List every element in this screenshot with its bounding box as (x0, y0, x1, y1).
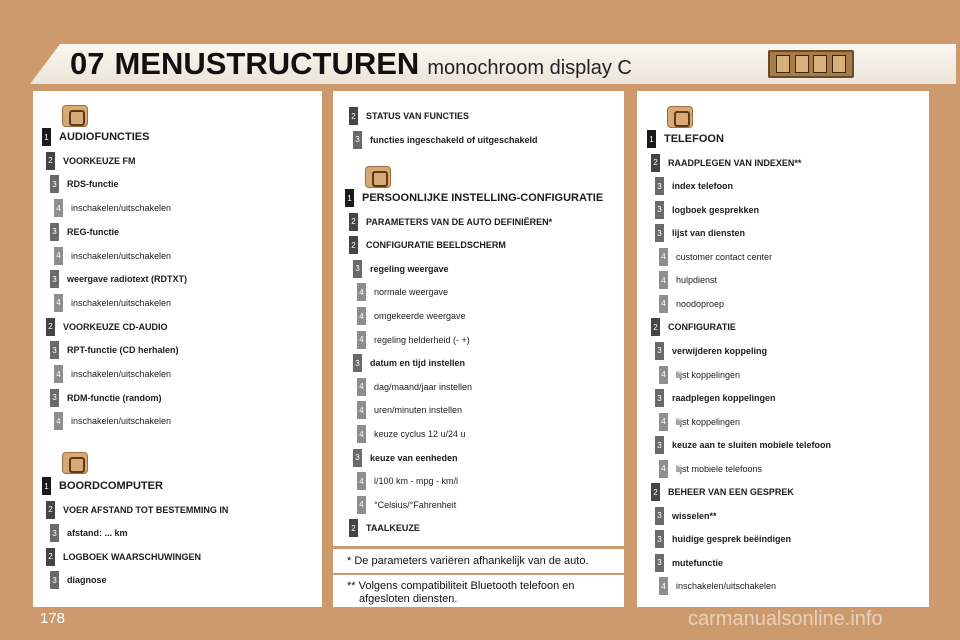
menu-item-label: mutefunctie (672, 557, 724, 568)
menu-item-label: RPT-functie (CD herhalen) (67, 345, 179, 356)
fuel-pump-icon (813, 55, 827, 73)
menu-item-label: CONFIGURATIE (668, 322, 736, 333)
menu-item (655, 506, 717, 526)
menu-item (349, 235, 506, 255)
menu-item (46, 547, 201, 567)
menu-item-label: hulpdienst (676, 275, 718, 286)
menu-item (357, 495, 456, 515)
level-badge: 4 (357, 331, 366, 349)
level-badge: 3 (50, 223, 59, 241)
menu-item (54, 198, 171, 218)
menu-item-label: RAADPLEGEN VAN INDEXEN** (668, 157, 802, 168)
menu-item-label: lijst koppelingen (676, 416, 741, 427)
menu-item (659, 459, 762, 479)
menu-item (651, 153, 801, 173)
menu-item-label: inschakelen/uitschakelen (676, 581, 777, 592)
level-badge: 4 (659, 577, 668, 595)
menu-item-label: inschakelen/uitschakelen (71, 416, 172, 427)
level-badge: 3 (50, 175, 59, 193)
level-badge: 3 (655, 436, 664, 454)
watermark: carmanualsonline.info (688, 608, 883, 630)
chapter-title: MENUSTRUCTUREN (114, 46, 420, 81)
level-badge: 3 (655, 201, 664, 219)
menu-item-label: dag/maand/jaar instellen (374, 381, 473, 392)
level-badge: 4 (659, 271, 668, 289)
menu-item-label: °Celsius/°Fahrenheit (374, 499, 457, 510)
level-badge: 4 (357, 425, 366, 443)
menu-item-label: VOER AFSTAND TOT BESTEMMING IN (63, 504, 229, 515)
level-badge: 3 (655, 389, 664, 407)
menu-item-label: RDS-functie (67, 179, 119, 190)
footnote-1 (333, 549, 624, 573)
menu-item (357, 282, 448, 302)
menu-item (655, 388, 776, 408)
menu-item (353, 130, 538, 150)
menu-item (647, 129, 724, 149)
level-badge: 4 (357, 378, 366, 396)
level-badge: 2 (46, 318, 55, 336)
menu-item-label: index telefoon (672, 181, 734, 192)
menu-item-label: datum en tijd instellen (370, 358, 466, 369)
menu-item (357, 306, 466, 326)
menu-item (50, 340, 179, 360)
menu-item-label: AUDIOFUNCTIES (59, 131, 150, 143)
menu-item-label: keuze aan te sluiten mobiele telefoon (672, 440, 832, 451)
level-badge: 3 (655, 342, 664, 360)
menu-item-label: wisselen** (672, 510, 717, 521)
chapter-icons (768, 50, 854, 78)
level-badge: 3 (655, 507, 664, 525)
level-badge: 4 (659, 295, 668, 313)
menu-item-label: TAALKEUZE (366, 523, 420, 534)
menu-item-label: omgekeerde weergave (374, 311, 466, 321)
page-number: 178 (40, 610, 66, 627)
menu-item (659, 412, 740, 432)
menu-item (349, 106, 469, 126)
level-badge: 4 (54, 365, 63, 383)
level-badge: 1 (42, 128, 51, 146)
page-title (70, 46, 632, 82)
footnote-2-line-1: ** Volgens compatibiliteit Bluetooth telefoon en (347, 580, 575, 592)
menu-item (655, 176, 733, 196)
menu-item-label: raadplegen koppelingen (672, 393, 776, 404)
menu-item-label: huidige gesprek beëindigen (672, 534, 792, 545)
settings-icon (365, 166, 391, 188)
menu-item-label: customer contact center (676, 251, 773, 262)
menu-item-label: regeling weergave (370, 263, 449, 274)
menu-item (46, 151, 136, 171)
level-badge: 2 (651, 483, 660, 501)
level-badge: 1 (345, 189, 354, 207)
level-badge: 4 (54, 412, 63, 430)
level-badge: 3 (353, 260, 362, 278)
menu-item (50, 523, 128, 543)
level-badge: 3 (655, 177, 664, 195)
menu-item (349, 212, 552, 232)
menu-item (50, 269, 187, 289)
menu-item-label: noodoproep (676, 298, 725, 309)
radio-icon (62, 105, 88, 127)
level-badge: 4 (659, 460, 668, 478)
menu-item-label: inschakelen/uitschakelen (71, 250, 172, 261)
menu-item-label: inschakelen/uitschakelen (71, 369, 172, 379)
settings-icon (795, 55, 809, 73)
menu-item-label: diagnose (67, 575, 107, 586)
menu-item-label: logboek gesprekken (672, 204, 760, 215)
chapter-subtitle: monochroom display C (427, 57, 632, 79)
menu-item (655, 341, 767, 361)
level-badge: 4 (357, 472, 366, 490)
level-badge: 3 (353, 449, 362, 467)
footnote-2 (333, 575, 624, 607)
level-badge: 3 (655, 530, 664, 548)
footnote-2-line-2: afgesloten diensten. (359, 593, 458, 605)
menu-item-label: regeling helderheid (- +) (374, 334, 470, 345)
menu-item (353, 448, 458, 468)
level-badge: 1 (647, 130, 656, 148)
menu-item (353, 259, 449, 279)
menu-item (357, 471, 458, 491)
menu-item-label: TELEFOON (664, 133, 724, 145)
menu-item-label: BOORDCOMPUTER (59, 480, 163, 492)
menu-item (54, 411, 171, 431)
menu-item (655, 223, 745, 243)
menu-item-label: keuze cyclus 12 u/24 u (374, 429, 466, 439)
level-badge: 3 (50, 270, 59, 288)
footnote-1-text: * De parameters variëren afhankelijk van de auto. (347, 555, 589, 567)
level-badge: 4 (357, 283, 366, 301)
level-badge: 4 (54, 247, 63, 265)
phone-icon (667, 106, 693, 128)
menu-item-label: LOGBOEK WAARSCHUWINGEN (63, 551, 201, 562)
fuel-pump-icon (62, 452, 88, 474)
menu-item (46, 317, 168, 337)
level-badge: 2 (349, 519, 358, 537)
menu-item (42, 127, 149, 147)
level-badge: 3 (50, 524, 59, 542)
menu-item-label: PARAMETERS VAN DE AUTO DEFINIËREN* (366, 216, 553, 227)
menu-item-label: lijst koppelingen (676, 369, 741, 380)
level-badge: 2 (349, 213, 358, 231)
menu-item (54, 293, 171, 313)
menu-item (357, 377, 472, 397)
chapter-number: 07 (70, 46, 105, 81)
level-badge: 4 (659, 366, 668, 384)
menu-item-label: lijst mobiele telefoons (676, 463, 763, 474)
menu-item-label: CONFIGURATIE BEELDSCHERM (366, 240, 506, 251)
level-badge: 3 (50, 389, 59, 407)
level-badge: 4 (357, 401, 366, 419)
menu-item (659, 247, 772, 267)
menu-item (54, 364, 171, 384)
menu-item (655, 435, 831, 455)
menu-item (357, 330, 470, 350)
level-badge: 3 (50, 571, 59, 589)
menu-item (50, 570, 107, 590)
level-badge: 1 (42, 477, 51, 495)
menu-item (46, 500, 228, 520)
menu-item (50, 222, 119, 242)
menu-item-label: weergave radiotext (RDTXT) (67, 274, 188, 285)
menu-item (357, 400, 462, 420)
level-badge: 4 (659, 248, 668, 266)
menu-item-label: RDM-functie (random) (67, 392, 162, 403)
phone-icon (832, 55, 846, 73)
menu-item (659, 576, 776, 596)
menu-item (353, 353, 465, 373)
menu-item-label: uren/minuten instellen (374, 405, 463, 416)
menu-item (357, 424, 466, 444)
menu-item (659, 270, 717, 290)
menu-item-label: verwijderen koppeling (672, 345, 768, 356)
menu-item-label: functies ingeschakeld of uitgeschakeld (370, 134, 538, 145)
menu-item-label: lijst van diensten (672, 228, 746, 239)
menu-item-label: PERSOONLIJKE INSTELLING-CONFIGURATIE (362, 192, 604, 204)
level-badge: 2 (651, 154, 660, 172)
level-badge: 2 (46, 152, 55, 170)
level-badge: 2 (46, 548, 55, 566)
menu-item-label: afstand: ... km (67, 528, 128, 539)
menu-item-label: inschakelen/uitschakelen (71, 203, 172, 214)
menu-item-label: VOORKEUZE FM (63, 155, 136, 166)
menu-item (50, 388, 162, 408)
level-badge: 3 (655, 554, 664, 572)
level-badge: 2 (349, 236, 358, 254)
menu-item-label: BEHEER VAN EEN GESPREK (668, 487, 794, 498)
level-badge: 2 (46, 501, 55, 519)
level-badge: 2 (651, 318, 660, 336)
level-badge: 4 (357, 496, 366, 514)
level-badge: 4 (54, 294, 63, 312)
menu-item-label: inschakelen/uitschakelen (71, 297, 172, 308)
level-badge: 3 (353, 354, 362, 372)
menu-item-label: VOORKEUZE CD-AUDIO (63, 321, 168, 332)
menu-item (655, 200, 759, 220)
radio-icon (776, 55, 790, 73)
menu-item (50, 174, 119, 194)
menu-item (345, 188, 603, 208)
level-badge: 2 (349, 107, 358, 125)
level-badge: 3 (655, 224, 664, 242)
menu-item-label: l/100 km - mpg - km/l (374, 476, 459, 487)
level-badge: 4 (54, 199, 63, 217)
menu-item (651, 317, 736, 337)
menu-item-label: keuze van eenheden (370, 452, 458, 463)
level-badge: 3 (50, 341, 59, 359)
menu-item (655, 529, 791, 549)
level-badge: 3 (353, 131, 362, 149)
menu-item-label: REG-functie (67, 226, 120, 237)
level-badge: 4 (357, 307, 366, 325)
level-badge: 4 (659, 413, 668, 431)
menu-item-label: STATUS VAN FUNCTIES (366, 111, 469, 121)
menu-item (659, 294, 724, 314)
menu-item (651, 482, 794, 502)
menu-item (54, 246, 171, 266)
menu-item (655, 553, 723, 573)
menu-item (659, 365, 740, 385)
menu-item (349, 518, 420, 538)
menu-item-label: normale weergave (374, 287, 449, 298)
menu-item (42, 476, 163, 496)
